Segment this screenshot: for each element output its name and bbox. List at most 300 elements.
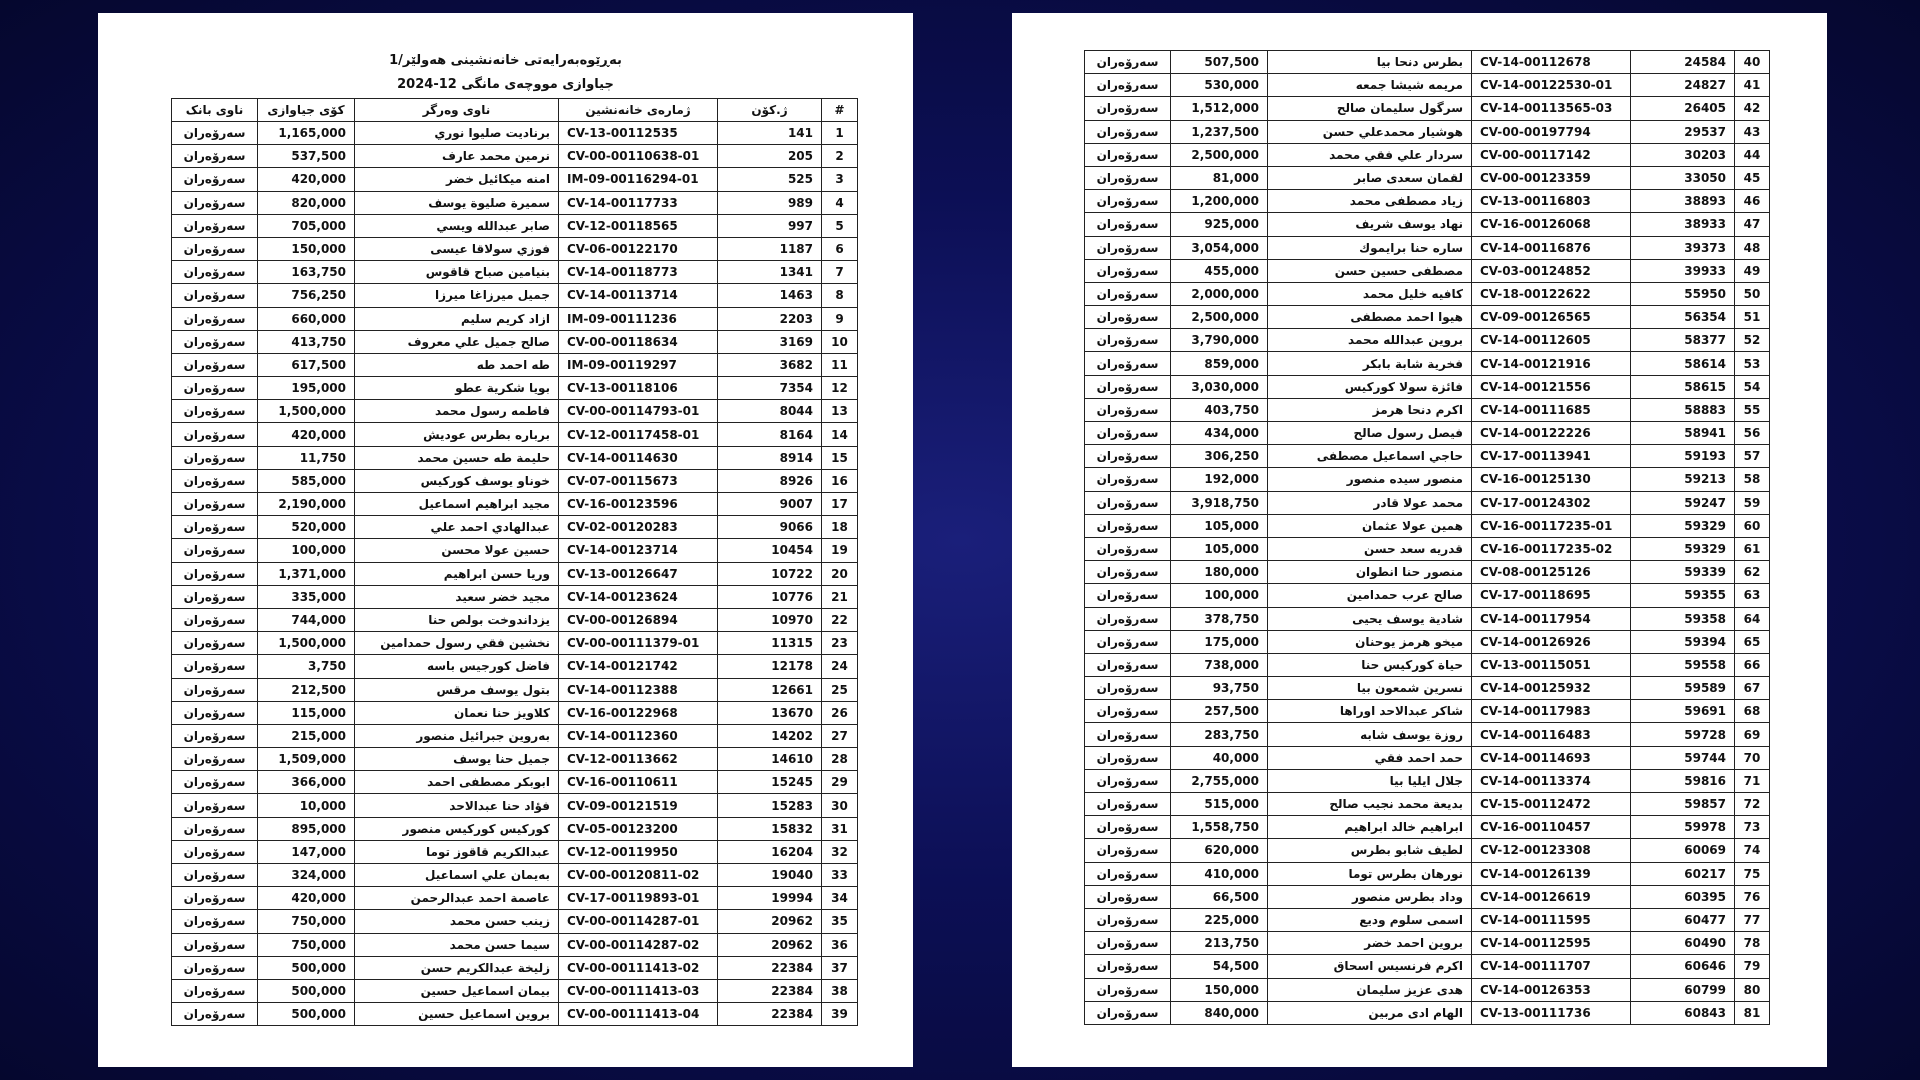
bank-name-cell: سەرۆەران — [1085, 862, 1171, 885]
pension-number-cell: CV-14-00123714 — [559, 539, 718, 562]
amount-cell: 335,000 — [258, 585, 355, 608]
amount-cell: 147,000 — [258, 840, 355, 863]
pension-number-cell: CV-00-00111413-04 — [559, 1003, 718, 1026]
amount-cell: 150,000 — [258, 237, 355, 260]
table-row — [172, 469, 858, 492]
row-index-cell: 42 — [1735, 97, 1770, 120]
old-code-cell: 59247 — [1631, 491, 1735, 514]
old-code-cell: 58941 — [1631, 422, 1735, 445]
recipient-name-cell: نسرين شمعون بيا — [1268, 677, 1472, 700]
pension-number-cell: CV-14-00117954 — [1472, 607, 1631, 630]
bank-name-cell: سەرۆەران — [172, 191, 258, 214]
column-header-amount: کۆی جیاوازی — [258, 99, 355, 122]
pension-number-cell: CV-12-00118565 — [559, 214, 718, 237]
recipient-name-cell: محمد عولا قادر — [1268, 491, 1472, 514]
recipient-name-cell: خوناو يوسف كوركيس — [355, 469, 559, 492]
pension-number-cell: CV-14-00112595 — [1472, 932, 1631, 955]
bank-name-cell: سەرۆەران — [1085, 445, 1171, 468]
bank-name-cell: سەرۆەران — [172, 493, 258, 516]
pension-number-cell: CV-14-00112360 — [559, 724, 718, 747]
recipient-name-cell: كافيه خليل محمد — [1268, 282, 1472, 305]
bank-name-cell: سەرۆەران — [1085, 51, 1171, 74]
pension-number-cell: CV-00-00114287-01 — [559, 910, 718, 933]
old-code-cell: 15832 — [718, 817, 822, 840]
recipient-name-cell: ازاد كريم سليم — [355, 307, 559, 330]
recipient-name-cell: نرمين محمد عارف — [355, 145, 559, 168]
amount-cell: 2,500,000 — [1171, 143, 1268, 166]
row-index-cell: 56 — [1735, 422, 1770, 445]
bank-name-cell: سەرۆەران — [172, 122, 258, 145]
salary-difference-table-left — [171, 98, 858, 1026]
old-code-cell: 12178 — [718, 655, 822, 678]
table-row — [1085, 468, 1770, 491]
amount-cell: 81,000 — [1171, 166, 1268, 189]
row-index-cell: 26 — [822, 701, 858, 724]
table-row — [1085, 932, 1770, 955]
table-row — [1085, 1001, 1770, 1024]
bank-name-cell: سەرۆەران — [172, 910, 258, 933]
amount-cell: 1,509,000 — [258, 748, 355, 771]
amount-cell: 585,000 — [258, 469, 355, 492]
old-code-cell: 59329 — [1631, 514, 1735, 537]
recipient-name-cell: زليخة عبدالكريم حسن — [355, 956, 559, 979]
amount-cell: 212,500 — [258, 678, 355, 701]
row-index-cell: 1 — [822, 122, 858, 145]
row-index-cell: 58 — [1735, 468, 1770, 491]
amount-cell: 105,000 — [1171, 537, 1268, 560]
table-row — [172, 655, 858, 678]
table-row — [172, 284, 858, 307]
table-row — [172, 956, 858, 979]
bank-name-cell: سەرۆەران — [1085, 816, 1171, 839]
recipient-name-cell: حسين عولا محسن — [355, 539, 559, 562]
column-header-code: ژ.کۆن — [718, 99, 822, 122]
old-code-cell: 60477 — [1631, 908, 1735, 931]
amount-cell: 705,000 — [258, 214, 355, 237]
pension-number-cell: CV-00-00120811-02 — [559, 864, 718, 887]
recipient-name-cell: هيوا احمد مصطفى — [1268, 306, 1472, 329]
bank-name-cell: سەرۆەران — [1085, 885, 1171, 908]
recipient-name-cell: كوركيس كوركيس منصور — [355, 817, 559, 840]
row-index-cell: 40 — [1735, 51, 1770, 74]
old-code-cell: 19040 — [718, 864, 822, 887]
bank-name-cell: سەرۆەران — [1085, 514, 1171, 537]
table-row — [172, 748, 858, 771]
table-row — [172, 701, 858, 724]
bank-name-cell: سەرۆەران — [172, 516, 258, 539]
bank-name-cell: سەرۆەران — [172, 284, 258, 307]
table-row — [172, 887, 858, 910]
pension-number-cell: CV-14-00118773 — [559, 261, 718, 284]
old-code-cell: 59193 — [1631, 445, 1735, 468]
bank-name-cell: سەرۆەران — [172, 748, 258, 771]
row-index-cell: 81 — [1735, 1001, 1770, 1024]
old-code-cell: 56354 — [1631, 306, 1735, 329]
recipient-name-cell: بەيمان علي اسماعيل — [355, 864, 559, 887]
table-row — [172, 678, 858, 701]
bank-name-cell: سەرۆەران — [172, 562, 258, 585]
bank-name-cell: سەرۆەران — [1085, 166, 1171, 189]
old-code-cell: 60646 — [1631, 955, 1735, 978]
table-row — [172, 214, 858, 237]
amount-cell: 750,000 — [258, 910, 355, 933]
recipient-name-cell: نورهان بطرس توما — [1268, 862, 1472, 885]
old-code-cell: 60217 — [1631, 862, 1735, 885]
bank-name-cell: سەرۆەران — [1085, 120, 1171, 143]
table-row — [172, 910, 858, 933]
row-index-cell: 74 — [1735, 839, 1770, 862]
recipient-name-cell: صالح عرب حمدامين — [1268, 584, 1472, 607]
pension-number-cell: CV-15-00112472 — [1472, 793, 1631, 816]
amount-cell: 3,918,750 — [1171, 491, 1268, 514]
amount-cell: 105,000 — [1171, 514, 1268, 537]
row-index-cell: 53 — [1735, 352, 1770, 375]
row-index-cell: 22 — [822, 608, 858, 631]
bank-name-cell: سەرۆەران — [1085, 259, 1171, 282]
pension-number-cell: CV-14-00112678 — [1472, 51, 1631, 74]
amount-cell: 324,000 — [258, 864, 355, 887]
amount-cell: 3,750 — [258, 655, 355, 678]
old-code-cell: 59691 — [1631, 700, 1735, 723]
row-index-cell: 50 — [1735, 282, 1770, 305]
row-index-cell: 79 — [1735, 955, 1770, 978]
old-code-cell: 58883 — [1631, 398, 1735, 421]
salary-difference-table-right — [1084, 50, 1770, 1025]
old-code-cell: 59816 — [1631, 769, 1735, 792]
recipient-name-cell: ساره حنا برايموك — [1268, 236, 1472, 259]
recipient-name-cell: سيما حسن محمد — [355, 933, 559, 956]
table-row — [1085, 746, 1770, 769]
recipient-name-cell: هوشيار محمدعلي حسن — [1268, 120, 1472, 143]
row-index-cell: 14 — [822, 423, 858, 446]
pension-number-cell: CV-17-00118695 — [1472, 584, 1631, 607]
row-index-cell: 80 — [1735, 978, 1770, 1001]
old-code-cell: 60843 — [1631, 1001, 1735, 1024]
bank-name-cell: سەرۆەران — [172, 330, 258, 353]
recipient-name-cell: لطيف شابو بطرس — [1268, 839, 1472, 862]
bank-name-cell: سەرۆەران — [172, 608, 258, 631]
amount-cell: 455,000 — [1171, 259, 1268, 282]
row-index-cell: 57 — [1735, 445, 1770, 468]
row-index-cell: 34 — [822, 887, 858, 910]
amount-cell: 859,000 — [1171, 352, 1268, 375]
table-row — [172, 933, 858, 956]
pension-number-cell: CV-03-00124852 — [1472, 259, 1631, 282]
pension-number-cell: CV-14-00116876 — [1472, 236, 1631, 259]
pension-number-cell: CV-12-00117458-01 — [559, 423, 718, 446]
bank-name-cell: سەرۆەران — [1085, 630, 1171, 653]
pension-number-cell: CV-17-00113941 — [1472, 445, 1631, 468]
amount-cell: 2,000,000 — [1171, 282, 1268, 305]
amount-cell: 115,000 — [258, 701, 355, 724]
recipient-name-cell: عاصمة احمد عبدالرحمن — [355, 887, 559, 910]
table-row — [1085, 653, 1770, 676]
old-code-cell: 59978 — [1631, 816, 1735, 839]
old-code-cell: 38893 — [1631, 190, 1735, 213]
recipient-name-cell: زينب حسن محمد — [355, 910, 559, 933]
table-row — [172, 771, 858, 794]
recipient-name-cell: سميرة صليوة يوسف — [355, 191, 559, 214]
row-index-cell: 44 — [1735, 143, 1770, 166]
bank-name-cell: سەرۆەران — [172, 168, 258, 191]
old-code-cell: 997 — [718, 214, 822, 237]
recipient-name-cell: زياد مصطفى محمد — [1268, 190, 1472, 213]
bank-name-cell: سەرۆەران — [1085, 491, 1171, 514]
recipient-name-cell: طه احمد طه — [355, 353, 559, 376]
bank-name-cell: سەرۆەران — [172, 237, 258, 260]
bank-name-cell: سەرۆەران — [172, 817, 258, 840]
recipient-name-cell: اكرم دنحا هرمز — [1268, 398, 1472, 421]
amount-cell: 1,500,000 — [258, 400, 355, 423]
recipient-name-cell: حاجي اسماعيل مصطفى — [1268, 445, 1472, 468]
recipient-name-cell: مجيد خضر سعيد — [355, 585, 559, 608]
table-row — [1085, 885, 1770, 908]
pension-number-cell: IM-09-00119297 — [559, 353, 718, 376]
pension-number-cell: CV-14-00121916 — [1472, 352, 1631, 375]
row-index-cell: 77 — [1735, 908, 1770, 931]
pension-number-cell: CV-13-00115051 — [1472, 653, 1631, 676]
column-header-account: ژمارەی خانەنشین — [559, 99, 718, 122]
table-row — [1085, 352, 1770, 375]
old-code-cell: 60799 — [1631, 978, 1735, 1001]
table-header-row — [172, 99, 858, 122]
row-index-cell: 38 — [822, 979, 858, 1002]
pension-number-cell: CV-14-00117733 — [559, 191, 718, 214]
amount-cell: 3,030,000 — [1171, 375, 1268, 398]
pension-number-cell: CV-14-00126619 — [1472, 885, 1631, 908]
table-row — [1085, 190, 1770, 213]
old-code-cell: 8914 — [718, 446, 822, 469]
amount-cell: 420,000 — [258, 423, 355, 446]
table-row — [172, 307, 858, 330]
recipient-name-cell: بروين احمد خضر — [1268, 932, 1472, 955]
bank-name-cell: سەرۆەران — [172, 353, 258, 376]
recipient-name-cell: بيمان اسماعيل حسين — [355, 979, 559, 1002]
row-index-cell: 24 — [822, 655, 858, 678]
row-index-cell: 51 — [1735, 306, 1770, 329]
old-code-cell: 10454 — [718, 539, 822, 562]
old-code-cell: 39373 — [1631, 236, 1735, 259]
amount-cell: 413,750 — [258, 330, 355, 353]
table-row — [172, 168, 858, 191]
recipient-name-cell: بروين اسماعيل حسين — [355, 1003, 559, 1026]
bank-name-cell: سەرۆەران — [1085, 723, 1171, 746]
amount-cell: 537,500 — [258, 145, 355, 168]
recipient-name-cell: برناديت صليوا نوري — [355, 122, 559, 145]
table-row — [172, 516, 858, 539]
pension-number-cell: CV-08-00125126 — [1472, 561, 1631, 584]
row-index-cell: 33 — [822, 864, 858, 887]
bank-name-cell: سەرۆەران — [172, 701, 258, 724]
table-row — [1085, 375, 1770, 398]
recipient-name-cell: بويا شكرية عطو — [355, 377, 559, 400]
amount-cell: 620,000 — [1171, 839, 1268, 862]
row-index-cell: 73 — [1735, 816, 1770, 839]
row-index-cell: 62 — [1735, 561, 1770, 584]
bank-name-cell: سەرۆەران — [1085, 213, 1171, 236]
amount-cell: 820,000 — [258, 191, 355, 214]
row-index-cell: 20 — [822, 562, 858, 585]
table-row — [1085, 259, 1770, 282]
pension-number-cell: CV-16-00125130 — [1472, 468, 1631, 491]
amount-cell: 100,000 — [1171, 584, 1268, 607]
pension-number-cell: CV-00-00118634 — [559, 330, 718, 353]
amount-cell: 520,000 — [258, 516, 355, 539]
old-code-cell: 29537 — [1631, 120, 1735, 143]
amount-cell: 1,200,000 — [1171, 190, 1268, 213]
amount-cell: 163,750 — [258, 261, 355, 284]
row-index-cell: 16 — [822, 469, 858, 492]
recipient-name-cell: برباره بطرس عوديش — [355, 423, 559, 446]
old-code-cell: 26405 — [1631, 97, 1735, 120]
amount-cell: 180,000 — [1171, 561, 1268, 584]
old-code-cell: 14610 — [718, 748, 822, 771]
row-index-cell: 31 — [822, 817, 858, 840]
bank-name-cell: سەرۆەران — [172, 585, 258, 608]
table-row — [1085, 630, 1770, 653]
amount-cell: 257,500 — [1171, 700, 1268, 723]
old-code-cell: 20962 — [718, 910, 822, 933]
amount-cell: 750,000 — [258, 933, 355, 956]
table-row — [172, 377, 858, 400]
pension-number-cell: CV-17-00119893-01 — [559, 887, 718, 910]
bank-name-cell: سەرۆەران — [172, 632, 258, 655]
amount-cell: 175,000 — [1171, 630, 1268, 653]
pension-number-cell: CV-14-00121742 — [559, 655, 718, 678]
row-index-cell: 71 — [1735, 769, 1770, 792]
row-index-cell: 28 — [822, 748, 858, 771]
recipient-name-cell: جلال ايليا بيا — [1268, 769, 1472, 792]
old-code-cell: 59728 — [1631, 723, 1735, 746]
pension-number-cell: CV-14-00117983 — [1472, 700, 1631, 723]
bank-name-cell: سەرۆەران — [1085, 584, 1171, 607]
table-row — [1085, 213, 1770, 236]
pension-number-cell: CV-16-00122968 — [559, 701, 718, 724]
row-index-cell: 12 — [822, 377, 858, 400]
table-row — [172, 400, 858, 423]
row-index-cell: 8 — [822, 284, 858, 307]
recipient-name-cell: امنه ميكائيل خضر — [355, 168, 559, 191]
table-row — [1085, 143, 1770, 166]
table-row — [172, 145, 858, 168]
row-index-cell: 64 — [1735, 607, 1770, 630]
recipient-name-cell: بروين عبدالله محمد — [1268, 329, 1472, 352]
table-row — [1085, 422, 1770, 445]
table-row — [1085, 236, 1770, 259]
amount-cell: 756,250 — [258, 284, 355, 307]
amount-cell: 500,000 — [258, 1003, 355, 1026]
table-row — [172, 794, 858, 817]
recipient-name-cell: بنيامين صباح قاقوس — [355, 261, 559, 284]
recipient-name-cell: فائزة سولا كوركيس — [1268, 375, 1472, 398]
old-code-cell: 1463 — [718, 284, 822, 307]
old-code-cell: 13670 — [718, 701, 822, 724]
amount-cell: 54,500 — [1171, 955, 1268, 978]
pension-number-cell: CV-14-00112605 — [1472, 329, 1631, 352]
old-code-cell: 59394 — [1631, 630, 1735, 653]
pension-number-cell: CV-00-00114793-01 — [559, 400, 718, 423]
pension-number-cell: CV-16-00123596 — [559, 493, 718, 516]
old-code-cell: 59857 — [1631, 793, 1735, 816]
table-row — [1085, 839, 1770, 862]
old-code-cell: 525 — [718, 168, 822, 191]
recipient-name-cell: فخرية شابة بابكر — [1268, 352, 1472, 375]
row-index-cell: 43 — [1735, 120, 1770, 143]
old-code-cell: 205 — [718, 145, 822, 168]
amount-cell: 507,500 — [1171, 51, 1268, 74]
recipient-name-cell: نخشين فقي رسول حمدامين — [355, 632, 559, 655]
amount-cell: 100,000 — [258, 539, 355, 562]
pension-number-cell: CV-14-00122226 — [1472, 422, 1631, 445]
bank-name-cell: سەرۆەران — [1085, 700, 1171, 723]
old-code-cell: 7354 — [718, 377, 822, 400]
old-code-cell: 58614 — [1631, 352, 1735, 375]
row-index-cell: 48 — [1735, 236, 1770, 259]
row-index-cell: 25 — [822, 678, 858, 701]
table-row — [172, 423, 858, 446]
recipient-name-cell: بتول يوسف مرقس — [355, 678, 559, 701]
row-index-cell: 13 — [822, 400, 858, 423]
amount-cell: 3,790,000 — [1171, 329, 1268, 352]
row-index-cell: 76 — [1735, 885, 1770, 908]
pension-number-cell: CV-00-00197794 — [1472, 120, 1631, 143]
bank-name-cell: سەرۆەران — [1085, 537, 1171, 560]
old-code-cell: 10776 — [718, 585, 822, 608]
bank-name-cell: سەرۆەران — [1085, 236, 1171, 259]
column-header-bank: ناوی بانک — [172, 99, 258, 122]
pension-number-cell: IM-09-00111236 — [559, 307, 718, 330]
amount-cell: 378,750 — [1171, 607, 1268, 630]
bank-name-cell: سەرۆەران — [1085, 746, 1171, 769]
row-index-cell: 2 — [822, 145, 858, 168]
pension-number-cell: CV-05-00123200 — [559, 817, 718, 840]
row-index-cell: 5 — [822, 214, 858, 237]
row-index-cell: 6 — [822, 237, 858, 260]
amount-cell: 306,250 — [1171, 445, 1268, 468]
recipient-name-cell: ابوبكر مصطفى احمد — [355, 771, 559, 794]
old-code-cell: 22384 — [718, 979, 822, 1002]
bank-name-cell: سەرۆەران — [172, 539, 258, 562]
pension-number-cell: CV-00-00126894 — [559, 608, 718, 631]
table-row — [172, 979, 858, 1002]
pension-number-cell: CV-18-00122622 — [1472, 282, 1631, 305]
bank-name-cell: سەرۆەران — [172, 400, 258, 423]
table-row — [1085, 306, 1770, 329]
old-code-cell: 9007 — [718, 493, 822, 516]
amount-cell: 530,000 — [1171, 74, 1268, 97]
table-row — [1085, 120, 1770, 143]
amount-cell: 410,000 — [1171, 862, 1268, 885]
table-body-left — [172, 122, 858, 1026]
amount-cell: 66,500 — [1171, 885, 1268, 908]
table-row — [1085, 908, 1770, 931]
bank-name-cell: سەرۆەران — [1085, 422, 1171, 445]
old-code-cell: 15245 — [718, 771, 822, 794]
bank-name-cell: سەرۆەران — [1085, 375, 1171, 398]
old-code-cell: 59213 — [1631, 468, 1735, 491]
pension-number-cell: CV-00-00111379-01 — [559, 632, 718, 655]
bank-name-cell: سەرۆەران — [172, 655, 258, 678]
bank-name-cell: سەرۆەران — [172, 794, 258, 817]
old-code-cell: 59744 — [1631, 746, 1735, 769]
table-row — [1085, 955, 1770, 978]
pension-number-cell: CV-14-00126926 — [1472, 630, 1631, 653]
pension-number-cell: CV-02-00120283 — [559, 516, 718, 539]
recipient-name-cell: صابر عبدالله ويسي — [355, 214, 559, 237]
old-code-cell: 16204 — [718, 840, 822, 863]
amount-cell: 1,371,000 — [258, 562, 355, 585]
table-row — [1085, 723, 1770, 746]
